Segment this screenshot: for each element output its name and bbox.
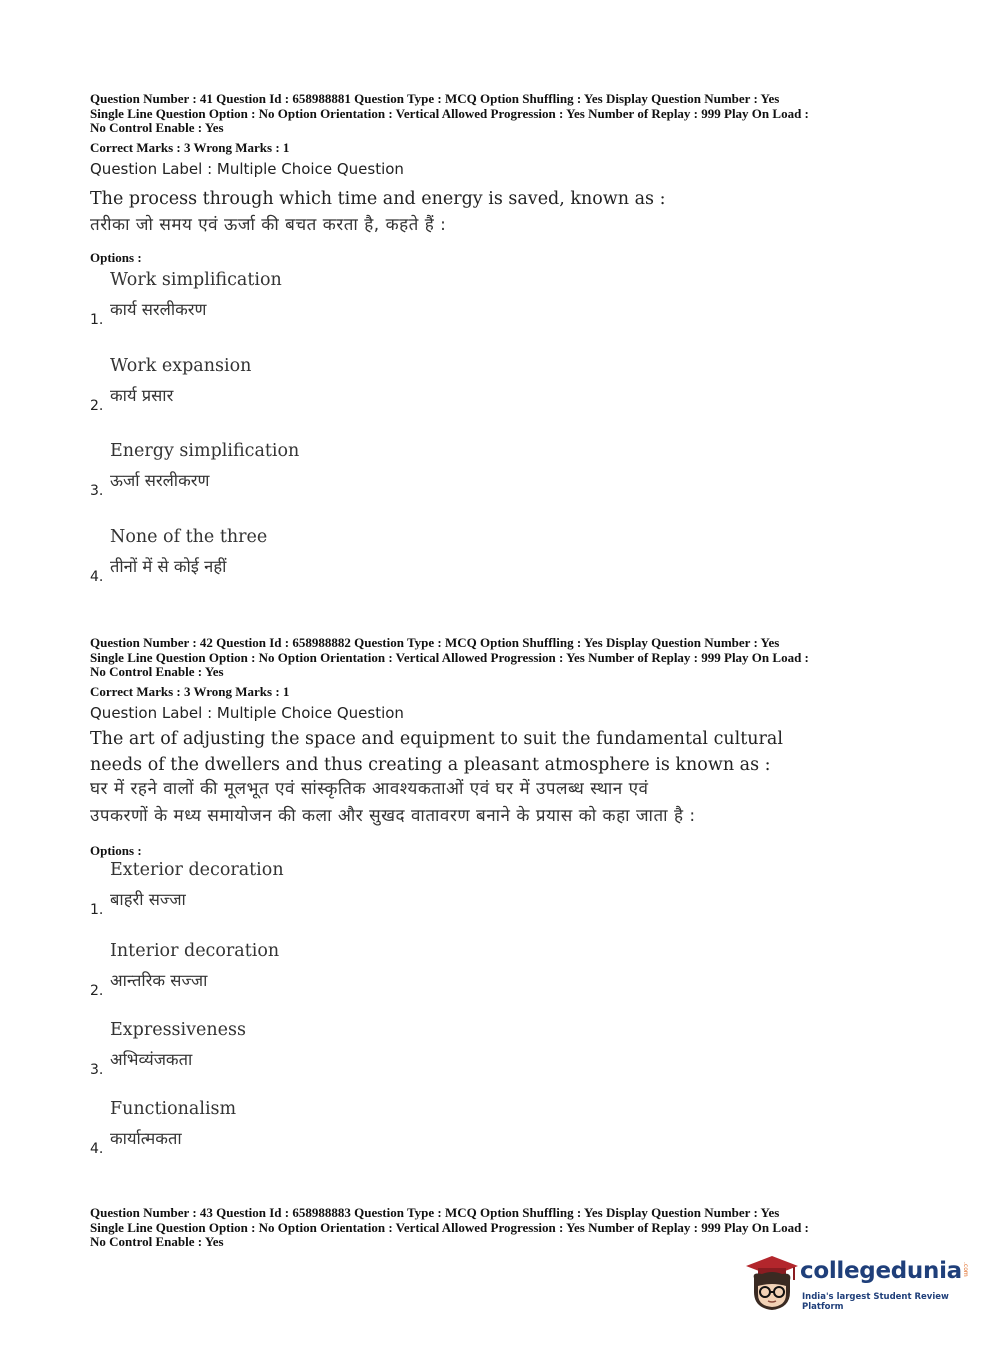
- question-42-label: Question Label : Multiple Choice Question: [90, 704, 404, 722]
- question-41-options-label: Options :: [90, 250, 142, 265]
- meta-line: Question Number : 43 Question Id : 658988883 Question Type : MCQ Option Shuffling : Yes Display Question Number : Yes: [90, 1205, 780, 1220]
- option-number: 3.: [90, 1062, 104, 1078]
- question-42-text-en: [90, 726, 783, 778]
- meta-line: No Control Enable : Yes: [90, 120, 224, 135]
- logo-dotcom: .com: [962, 1262, 969, 1277]
- question-41-marks: Correct Marks : 3 Wrong Marks : 1: [90, 140, 290, 155]
- q42-option-3[interactable]: [90, 1020, 490, 1084]
- option-text-hi: ऊर्जा सरलीकरण: [110, 471, 210, 490]
- option-text-hi: अभिव्यंजकता: [110, 1050, 193, 1069]
- question-41-label: Question Label : Multiple Choice Question: [90, 160, 404, 178]
- question-41-text-hi: तरीका जो समय एवं ऊर्जा की बचत करता है, कहते हैं :: [90, 215, 447, 235]
- text-line: घर में रहने वालों की मूलभूत एवं सांस्कृतिक आवश्यकताओं एवं घर में उपलब्ध स्थान एवं: [90, 779, 649, 799]
- question-41-text-en: The process through which time and energy is saved, known as :: [90, 189, 666, 209]
- text-line: needs of the dwellers and thus creating a pleasant atmosphere is known as :: [90, 755, 771, 775]
- question-41-meta: [90, 92, 920, 136]
- question-42-marks: Correct Marks : 3 Wrong Marks : 1: [90, 684, 290, 699]
- q42-option-1[interactable]: [90, 860, 490, 924]
- question-42-meta: [90, 636, 920, 680]
- question-42-text-hi: [90, 776, 696, 830]
- meta-line: Question Number : 42 Question Id : 658988882 Question Type : MCQ Option Shuffling : Yes Display Question Number : Yes: [90, 635, 780, 650]
- meta-line: No Control Enable : Yes: [90, 664, 224, 679]
- meta-line: Single Line Question Option : No Option Orientation : Vertical Allowed Progression : Yes Number of Replay : 999 Play On Load :: [90, 1219, 809, 1235]
- meta-line: No Control Enable : Yes: [90, 1234, 224, 1249]
- option-text-en: Functionalism: [110, 1099, 237, 1119]
- meta-line: Single Line Question Option : No Option Orientation : Vertical Allowed Progression : Yes Number of Replay : 999 Play On Load :: [90, 105, 809, 121]
- option-text-en: Expressiveness: [110, 1020, 246, 1040]
- option-number: 4.: [90, 1141, 104, 1157]
- text-line: उपकरणों के मध्य समायोजन की कला और सुखद वातावरण बनाने के प्रयास को कहा जाता है :: [90, 806, 696, 826]
- question-42-options-label: Options :: [90, 843, 142, 858]
- option-text-hi: कार्य प्रसार: [110, 386, 174, 405]
- q41-option-4[interactable]: [90, 527, 490, 591]
- option-text-hi: बाहरी सज्जा: [110, 890, 186, 909]
- option-number: 1.: [90, 902, 104, 918]
- q42-option-2[interactable]: [90, 941, 490, 1005]
- option-number: 2.: [90, 983, 104, 999]
- option-number: 2.: [90, 398, 104, 414]
- option-number: 4.: [90, 569, 104, 585]
- meta-line: Question Number : 41 Question Id : 658988881 Question Type : MCQ Option Shuffling : Yes Display Question Number : Yes: [90, 91, 780, 106]
- option-text-hi: आन्तरिक सज्जा: [110, 971, 208, 990]
- question-43-meta: [90, 1206, 920, 1250]
- meta-line: Single Line Question Option : No Option Orientation : Vertical Allowed Progression : Yes Number of Replay : 999 Play On Load :: [90, 649, 809, 665]
- logo-wordmark: collegedunia: [800, 1258, 962, 1284]
- option-text-en: Work expansion: [110, 356, 252, 376]
- q41-option-3[interactable]: [90, 441, 490, 505]
- option-number: 3.: [90, 483, 104, 499]
- option-text-hi: कार्य सरलीकरण: [110, 300, 207, 319]
- q41-option-1[interactable]: [90, 270, 490, 334]
- option-number: 1.: [90, 312, 104, 328]
- option-text-en: Energy simplification: [110, 441, 300, 461]
- q42-option-4[interactable]: [90, 1099, 490, 1163]
- collegedunia-logo: [742, 1252, 972, 1316]
- option-text-hi: तीनों में से कोई नहीं: [110, 557, 227, 576]
- option-text-en: Exterior decoration: [110, 860, 284, 880]
- option-text-en: Work simplification: [110, 270, 282, 290]
- option-text-hi: कार्यात्मकता: [110, 1129, 182, 1148]
- q41-option-2[interactable]: [90, 356, 490, 420]
- mascot-icon: [742, 1252, 800, 1316]
- text-line: The art of adjusting the space and equipment to suit the fundamental cultural: [90, 729, 783, 749]
- option-text-en: Interior decoration: [110, 941, 280, 961]
- logo-tagline: India's largest Student Review Platform: [802, 1292, 949, 1312]
- option-text-en: None of the three: [110, 527, 268, 547]
